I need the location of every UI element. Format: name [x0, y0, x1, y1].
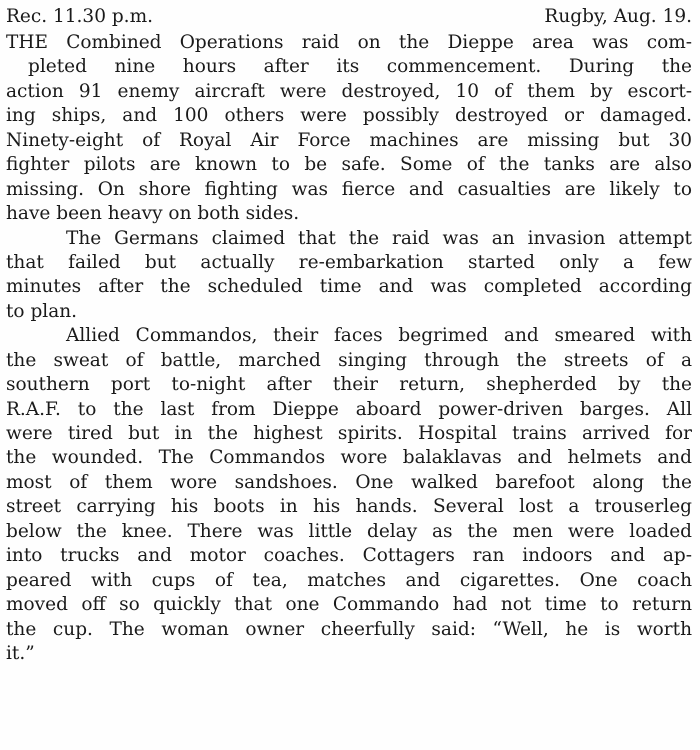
text-line: action 91 enemy aircraft were destroyed, 10 of them by escort- — [6, 80, 692, 102]
place-date: Rugby, Aug. 19. — [544, 6, 692, 27]
text-line: ing ships, and 100 others were possibly destroyed or damaged. — [6, 105, 692, 127]
text-line: minutes after the scheduled time and was completed according — [6, 276, 692, 298]
text-line: below the knee. There was little delay as the men were loaded — [6, 520, 692, 542]
text-line: moved off so quickly that one Commando had not time to return — [6, 594, 692, 616]
text-line: to plan. — [6, 300, 78, 322]
text-line: R.A.F. to the last from Dieppe aboard power-driven barges. All — [6, 398, 692, 420]
text-line: most of them wore sandshoes. One walked barefoot along the — [6, 471, 692, 493]
text-line: pleted nine hours after its commencement. During the — [28, 56, 692, 78]
text-line: the cup. The woman owner cheerfully said: “Well, he is worth — [6, 618, 692, 640]
text-line: peared with cups of tea, matches and cigarettes. One coach — [6, 569, 692, 591]
text-line: have been heavy on both sides. — [6, 203, 300, 225]
text-line: Ninety-eight of Royal Air Force machines are missing but 30 — [6, 129, 692, 151]
paragraph — [6, 227, 692, 325]
text-line: it.” — [6, 642, 35, 664]
dateline — [6, 6, 692, 32]
text-line: Allied Commandos, their faces begrimed and smeared with — [66, 325, 692, 347]
text-line: that failed but actually re-embarkation started only a few — [6, 251, 692, 273]
received-time: Rec. 11.30 p.m. — [6, 6, 153, 27]
text-line: into trucks and motor coaches. Cottagers ran indoors and ap- — [6, 545, 692, 567]
text-line: the sweat of battle, marched singing through the streets of a — [6, 349, 692, 371]
paragraph — [6, 31, 692, 227]
text-line: The Germans claimed that the raid was an invasion attempt — [66, 227, 692, 249]
text-line: were tired but in the highest spirits. Hospital trains arrived for — [6, 423, 692, 444]
text-line: street carrying his boots in his hands. Several lost a trouserleg — [6, 496, 692, 518]
text-line: the wounded. The Commandos wore balaklavas and helmets and — [6, 447, 692, 469]
paragraph — [6, 324, 692, 666]
text-line: southern port to-night after their return, shepherded by the — [6, 374, 692, 396]
article-body — [6, 31, 692, 666]
text-line: THE Combined Operations raid on the Dieppe area was com- — [6, 32, 692, 53]
text-line: missing. On shore fighting was fierce and casualties are likely to — [6, 178, 692, 200]
text-line: fighter pilots are known to be safe. Some of the tanks are also — [6, 154, 692, 176]
